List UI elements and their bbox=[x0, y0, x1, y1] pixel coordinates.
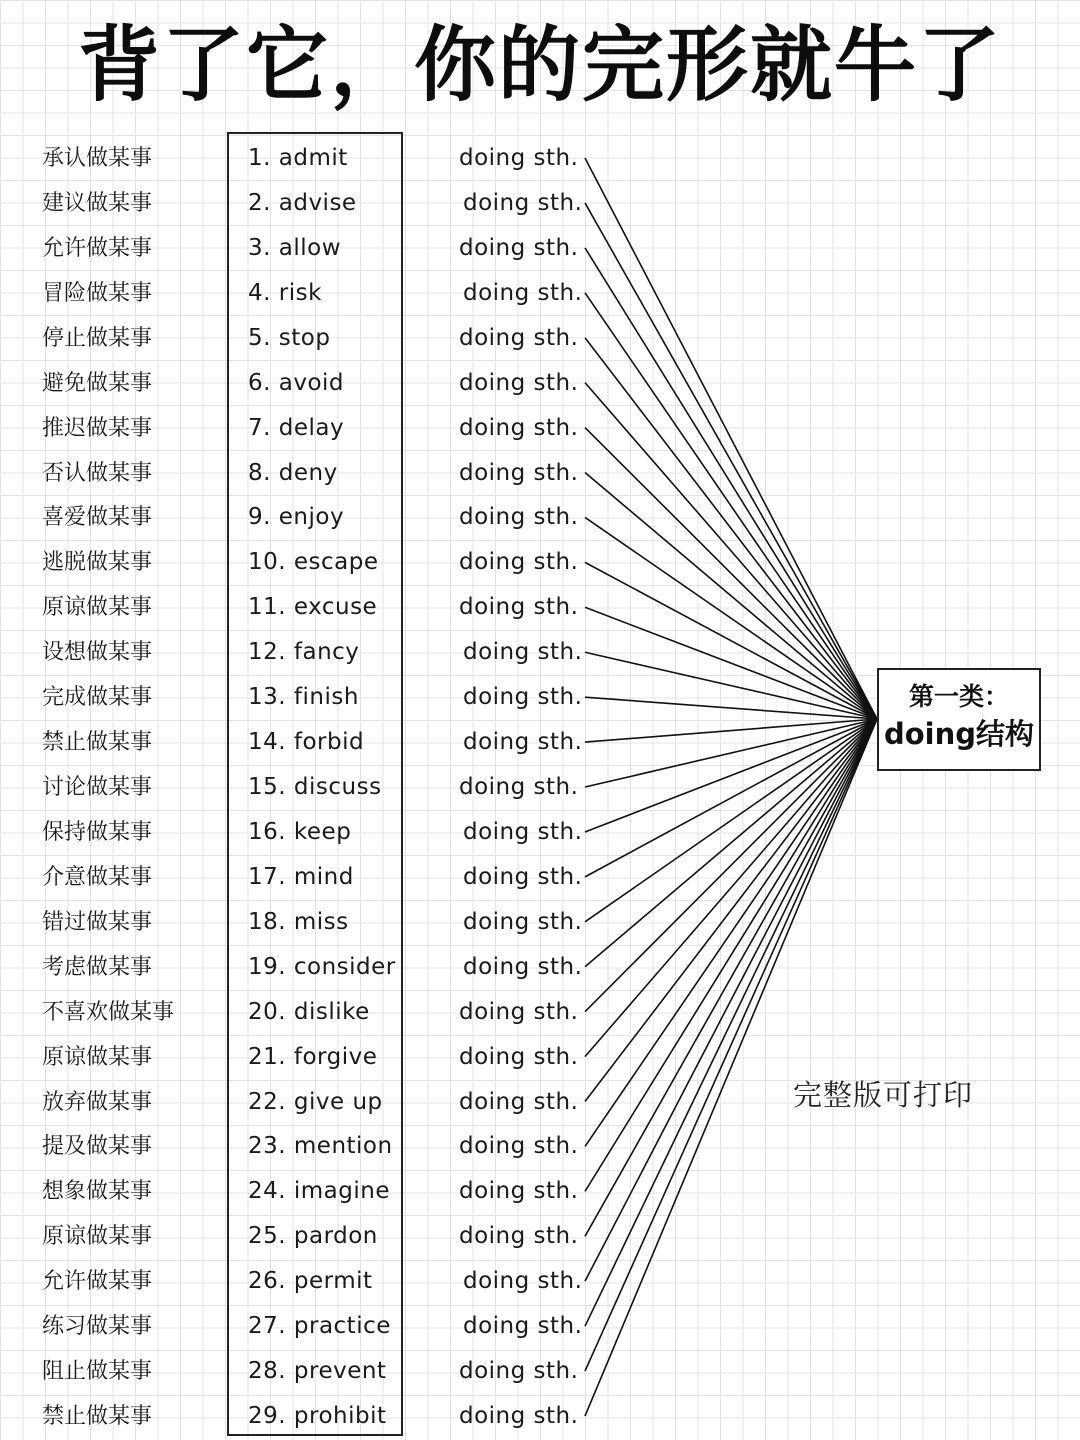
verb: 4. risk bbox=[248, 279, 322, 306]
page-title: 背了它，你的完形就牛了 bbox=[77, 18, 1002, 113]
category-name: doing结构 bbox=[883, 717, 1035, 751]
list-item bbox=[0, 406, 600, 451]
doing-suffix: doing sth. bbox=[459, 549, 579, 576]
chinese-meaning: 完成做某事 bbox=[42, 685, 153, 711]
doing-suffix: doing sth. bbox=[459, 1403, 579, 1430]
doing-suffix: doing sth. bbox=[463, 279, 583, 306]
doing-suffix: doing sth. bbox=[459, 1358, 579, 1385]
verb: 1. admit bbox=[248, 145, 348, 171]
list-item bbox=[0, 226, 600, 271]
list-item bbox=[0, 1080, 600, 1125]
list-item bbox=[0, 585, 600, 630]
doing-suffix: doing sth. bbox=[459, 145, 579, 171]
chinese-meaning: 想象做某事 bbox=[42, 1179, 153, 1205]
doing-suffix: doing sth. bbox=[459, 594, 579, 621]
chinese-meaning: 设想做某事 bbox=[42, 640, 153, 666]
list-item bbox=[0, 1304, 600, 1349]
chinese-meaning: 练习做某事 bbox=[42, 1314, 153, 1340]
verb: 26. permit bbox=[248, 1268, 373, 1295]
chinese-meaning: 建议做某事 bbox=[42, 190, 153, 216]
verb: 23. mention bbox=[248, 1133, 393, 1160]
doing-suffix: doing sth. bbox=[463, 863, 583, 890]
verb: 16. keep bbox=[248, 818, 352, 845]
list-item bbox=[0, 316, 600, 361]
doing-suffix: doing sth. bbox=[459, 774, 579, 801]
verb: 3. allow bbox=[248, 234, 342, 261]
verb: 20. dislike bbox=[248, 998, 370, 1025]
verb: 29. prohibit bbox=[248, 1403, 387, 1430]
verb: 10. escape bbox=[248, 549, 379, 576]
verb: 24. imagine bbox=[248, 1178, 390, 1205]
verb: 27. practice bbox=[248, 1313, 391, 1340]
verb: 22. give up bbox=[248, 1088, 383, 1115]
chinese-meaning: 放弃做某事 bbox=[42, 1089, 153, 1115]
doing-suffix: doing sth. bbox=[463, 818, 583, 845]
chinese-meaning: 允许做某事 bbox=[42, 235, 153, 261]
verb: 19. consider bbox=[248, 953, 396, 980]
list-item bbox=[0, 451, 600, 496]
doing-suffix: doing sth. bbox=[459, 414, 579, 441]
chinese-meaning: 介意做某事 bbox=[42, 864, 153, 890]
chinese-meaning: 承认做某事 bbox=[42, 146, 153, 171]
chinese-meaning: 停止做某事 bbox=[42, 325, 153, 351]
list-item bbox=[0, 1394, 600, 1439]
verb: 14. forbid bbox=[248, 729, 365, 756]
verb: 6. avoid bbox=[248, 369, 345, 396]
doing-suffix: doing sth. bbox=[463, 684, 583, 711]
verb: 7. delay bbox=[248, 414, 345, 441]
chinese-meaning: 避免做某事 bbox=[42, 370, 153, 396]
chinese-meaning: 推迟做某事 bbox=[42, 415, 153, 441]
list-item bbox=[0, 1259, 600, 1304]
verb: 8. deny bbox=[248, 459, 338, 486]
list-item bbox=[0, 271, 600, 316]
list-item bbox=[0, 810, 600, 855]
doing-suffix: doing sth. bbox=[463, 189, 583, 216]
doing-suffix: doing sth. bbox=[459, 1133, 579, 1160]
list-item bbox=[0, 1349, 600, 1394]
verb: 18. miss bbox=[248, 908, 349, 935]
list-item bbox=[0, 945, 600, 990]
chinese-meaning: 禁止做某事 bbox=[42, 1404, 153, 1430]
list-item bbox=[0, 361, 600, 406]
list-item bbox=[0, 855, 600, 900]
chinese-meaning: 原谅做某事 bbox=[42, 1044, 153, 1070]
category-box bbox=[877, 668, 1041, 771]
chinese-meaning: 错过做某事 bbox=[42, 909, 153, 935]
list-item bbox=[0, 630, 600, 675]
chinese-meaning: 原谅做某事 bbox=[42, 1224, 153, 1250]
verb: 17. mind bbox=[248, 863, 354, 890]
verb: 25. pardon bbox=[248, 1223, 378, 1250]
verb: 13. finish bbox=[248, 684, 359, 711]
chinese-meaning: 允许做某事 bbox=[42, 1269, 153, 1295]
doing-suffix: doing sth. bbox=[459, 324, 579, 351]
doing-suffix: doing sth. bbox=[459, 1178, 579, 1205]
verb: 5. stop bbox=[248, 324, 331, 351]
doing-suffix: doing sth. bbox=[459, 1223, 579, 1250]
doing-suffix: doing sth. bbox=[463, 639, 583, 666]
doing-suffix: doing sth. bbox=[463, 729, 583, 756]
verb: 9. enjoy bbox=[248, 504, 345, 531]
chinese-meaning: 冒险做某事 bbox=[42, 280, 153, 306]
doing-suffix: doing sth. bbox=[459, 234, 579, 261]
chinese-meaning: 提及做某事 bbox=[42, 1134, 153, 1160]
list-item bbox=[0, 990, 600, 1035]
chinese-meaning: 讨论做某事 bbox=[42, 775, 153, 801]
verb: 15. discuss bbox=[248, 774, 382, 801]
list-item bbox=[0, 900, 600, 945]
list-item bbox=[0, 540, 600, 585]
doing-suffix: doing sth. bbox=[463, 953, 583, 980]
doing-suffix: doing sth. bbox=[463, 1313, 583, 1340]
list-item bbox=[0, 720, 600, 765]
verb: 12. fancy bbox=[248, 639, 360, 666]
list-item bbox=[0, 765, 600, 810]
chinese-meaning: 逃脱做某事 bbox=[42, 550, 153, 576]
list-item bbox=[0, 495, 600, 540]
doing-suffix: doing sth. bbox=[463, 908, 583, 935]
chinese-meaning: 否认做某事 bbox=[42, 460, 153, 486]
doing-suffix: doing sth. bbox=[459, 369, 579, 396]
chinese-meaning: 喜爱做某事 bbox=[42, 505, 153, 531]
list-item bbox=[0, 1124, 600, 1169]
chinese-meaning: 阻止做某事 bbox=[42, 1359, 153, 1385]
doing-suffix: doing sth. bbox=[463, 1268, 583, 1295]
printable-note: 完整版可打印 bbox=[793, 1078, 974, 1112]
chinese-meaning: 保持做某事 bbox=[42, 819, 153, 845]
list-item bbox=[0, 675, 600, 720]
doing-suffix: doing sth. bbox=[459, 459, 579, 486]
category-label: 第一类： bbox=[908, 682, 1009, 711]
list-item bbox=[0, 181, 600, 226]
doing-suffix: doing sth. bbox=[459, 1088, 579, 1115]
verb: 28. prevent bbox=[248, 1358, 387, 1385]
list-item bbox=[0, 1035, 600, 1080]
chinese-meaning: 禁止做某事 bbox=[42, 730, 153, 756]
verb: 2. advise bbox=[248, 189, 357, 216]
verb: 11. excuse bbox=[248, 594, 378, 621]
doing-suffix: doing sth. bbox=[459, 998, 579, 1025]
doing-suffix: doing sth. bbox=[459, 1043, 579, 1070]
doing-suffix: doing sth. bbox=[459, 504, 579, 531]
list-item bbox=[0, 1169, 600, 1214]
chinese-meaning: 不喜欢做某事 bbox=[42, 999, 175, 1025]
chinese-meaning: 考虑做某事 bbox=[42, 954, 153, 980]
verb: 21. forgive bbox=[248, 1043, 378, 1070]
list-item bbox=[0, 1214, 600, 1259]
list-item bbox=[0, 136, 600, 181]
chinese-meaning: 原谅做某事 bbox=[42, 595, 153, 621]
